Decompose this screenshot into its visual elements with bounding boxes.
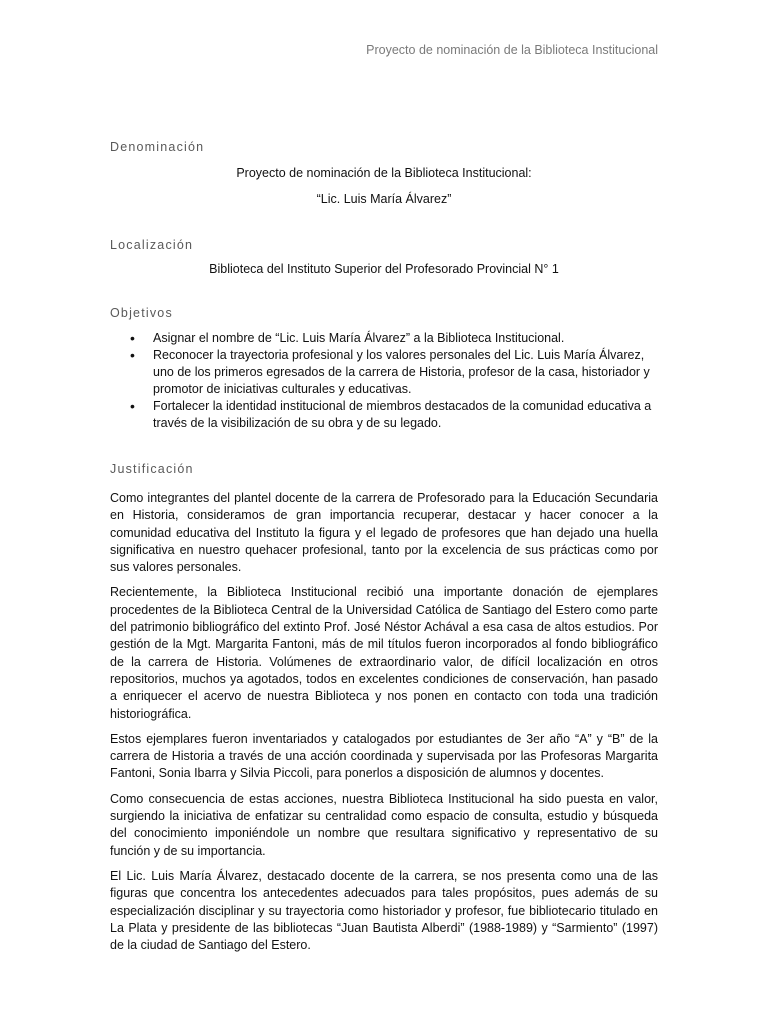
justification-paragraph: Estos ejemplares fueron inventariados y catalogados por estudiantes de 3er año “A” y “B” de la carrera de Historia a través de una acción coordinada y supervisada por las Profesoras Margarita Fantoni, Sonia Ibarra y Silvia Piccoli, para ponerlos a disposición de alumnos y docentes. bbox=[110, 731, 658, 781]
justification-paragraph: Como integrantes del plantel docente de la carrera de Profesorado para la Educación Secundaria en Historia, consideramos de gran importancia recuperar, destacar y hacer conocer a la comunidad educativa del Instituto la figura y el legado de profesores que han dejado una huella significativa en nuestro quehacer profesional, tanto por la excelencia de sus prácticas como por sus valores personales. bbox=[110, 491, 658, 575]
objectives-list bbox=[110, 330, 658, 432]
section-heading-justificacion: Justificación bbox=[110, 462, 194, 476]
section-heading-denominacion: Denominación bbox=[110, 140, 205, 154]
justification-paragraph: Recientemente, la Biblioteca Institucional recibió una importante donación de ejemplares procedentes de la Biblioteca Central de la Universidad Católica de Santiago del Estero como parte del patrimonio bibliográfico del extinto Prof. José Néstor Achával a esa casa de altos estudios. Por gestión de la Mgt. Margarita Fantoni, más de mil títulos fueron incorporados al fondo bibliográfico de la carrera de Historia. Volúmenes de extraordinario valor, de difícil localización en otros repositorios, muchos ya agotados, todos en excelentes condiciones de conservación, han pasado a enriquecer el acervo de nuestra Biblioteca y nos ponen en contacto con toda una tradición historiográfica. bbox=[110, 585, 658, 721]
section-heading-localizacion: Localización bbox=[110, 238, 194, 252]
objective-item: • Fortalecer la identidad institucional de miembros destacados de la comunidad educativa a través de la visibilización de su obra y de su legado. bbox=[110, 398, 658, 432]
objective-item: • Asignar el nombre de “Lic. Luis María Álvarez” a la Biblioteca Institucional. bbox=[110, 330, 658, 347]
document-body bbox=[110, 140, 658, 962]
justification-paragraph: El Lic. Luis María Álvarez, destacado docente de la carrera, se nos presenta como una de las figuras que concentra los antecedentes adecuados para tales propósitos, pues además de su especialización disciplinar y su trayectoria como historiador y profesor, fue bibliotecario titulado en La Plata y presidente de las bibliotecas “Juan Bautista Alberdi” (1988-1989) y “Sarmiento” (1997) de la ciudad de Santiago del Estero. bbox=[110, 868, 658, 953]
objective-item: • Reconocer la trayectoria profesional y los valores personales del Lic. Luis María Álvarez, uno de los primeros egresados de la carrera de Historia, profesor de la casa, historiador y promotor de iniciativas culturales y educativas. bbox=[110, 347, 658, 398]
denominacion-line-2: “Lic. Luis María Álvarez” bbox=[316, 192, 452, 206]
section-heading-objetivos: Objetivos bbox=[110, 306, 173, 320]
justification-paragraph: Como consecuencia de estas acciones, nuestra Biblioteca Institucional ha sido puesta en valor, surgiendo la iniciativa de enfatizar su centralidad como espacio de consulta, estudio y búsqueda del conocimiento imponiéndole un nombre que resultara significativo y representativo de su función y de su importancia. bbox=[110, 791, 658, 858]
denominacion-line-1: Proyecto de nominación de la Biblioteca Institucional: bbox=[236, 166, 532, 180]
localizacion-text: Biblioteca del Instituto Superior del Profesorado Provincial N° 1 bbox=[209, 262, 559, 276]
running-header: Proyecto de nominación de la Biblioteca Institucional bbox=[366, 43, 658, 57]
